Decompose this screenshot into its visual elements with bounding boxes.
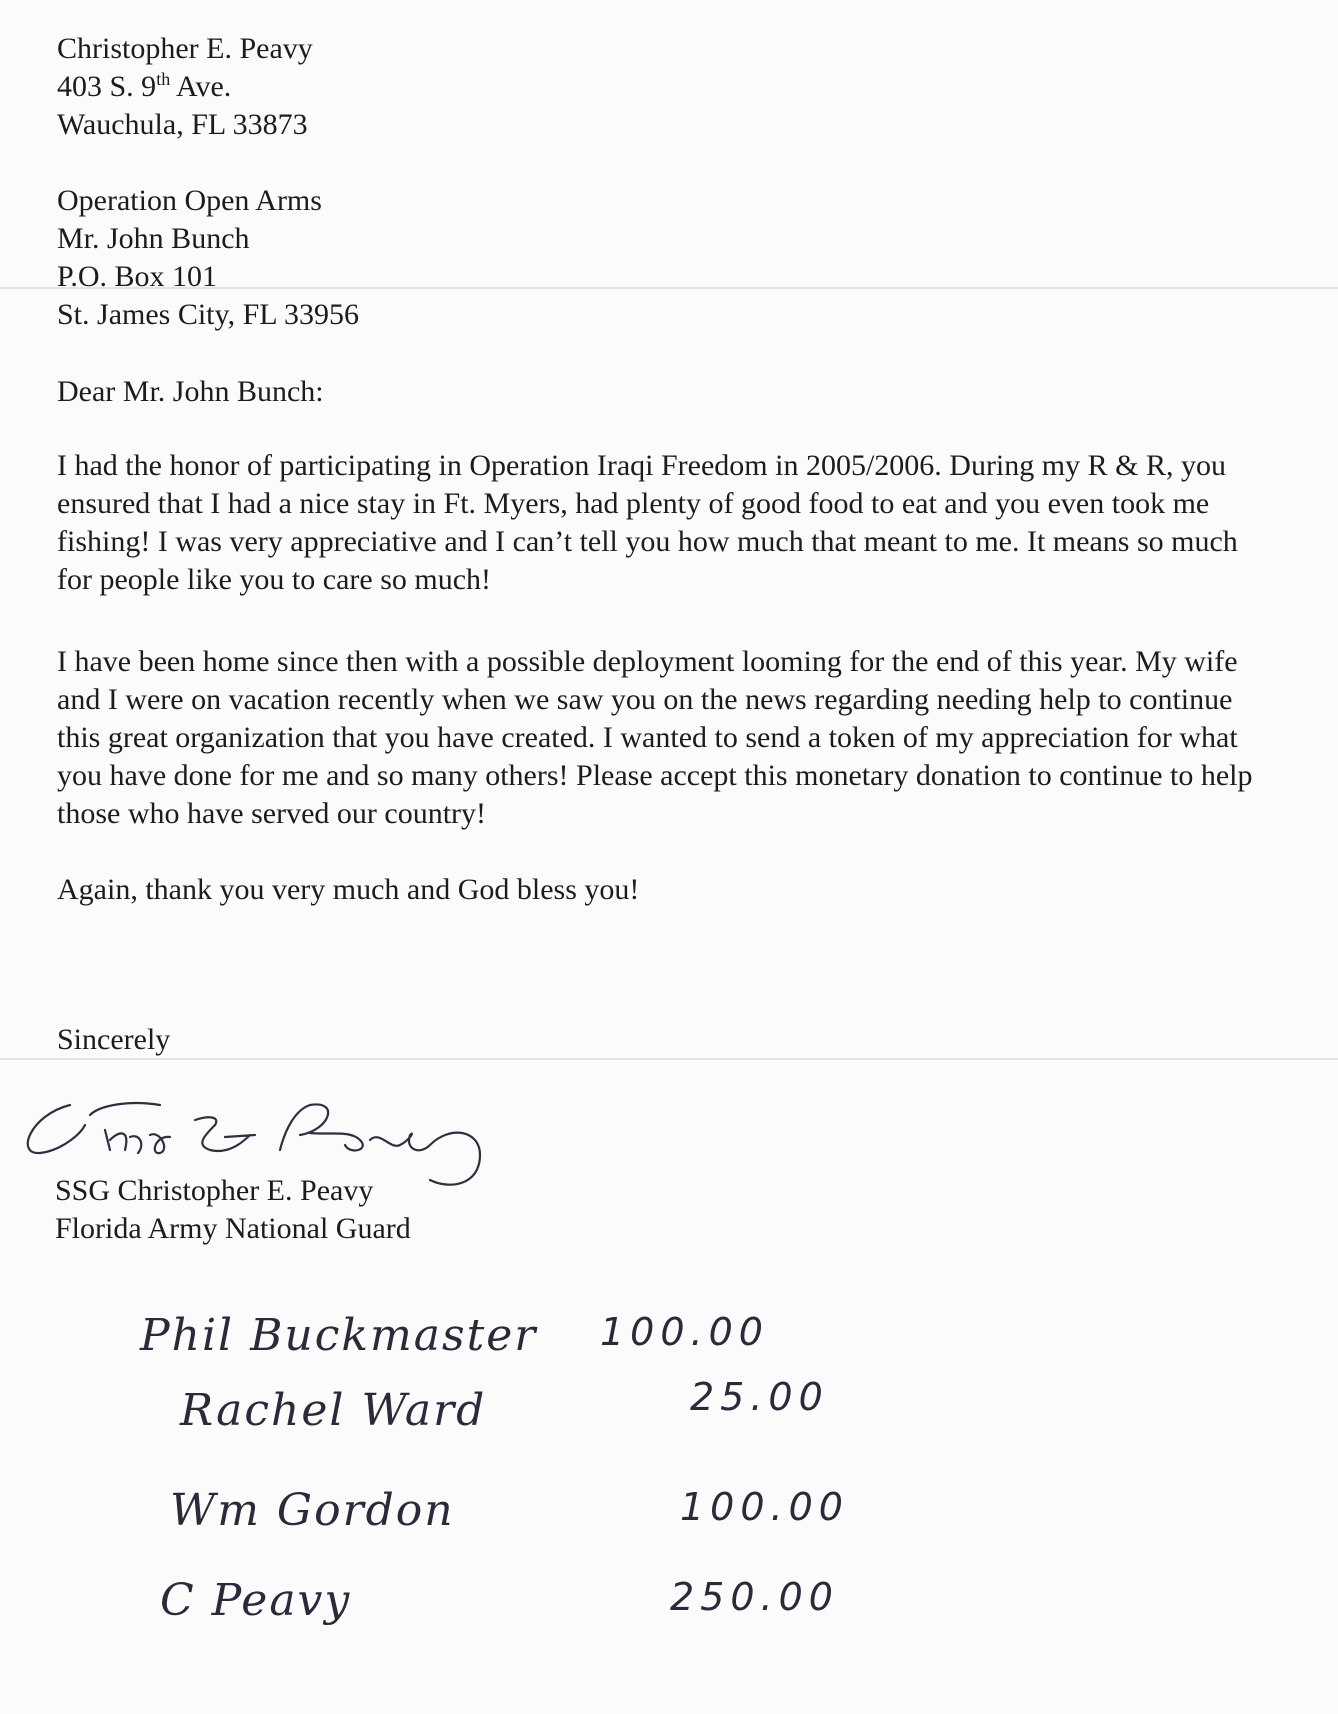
sender-name: Christopher E. Peavy — [57, 32, 313, 65]
body-paragraph: I have been home since then with a possible deployment looming for the end of this year. My wife and I were on vacation recently when we saw you on the news regarding needing help to continue this great organization that you have created. I wanted to send a token of my appreciation for what you have done for me and so many others! Please accept this monetary donation to continue to help those who have served our country! — [57, 645, 1253, 830]
recipient-name: Mr. John Bunch — [57, 222, 250, 255]
sender-city: Wauchula, FL 33873 — [57, 108, 308, 141]
donor-amount: 100.00 — [680, 1485, 849, 1529]
paper-fold-line — [0, 1058, 1338, 1060]
salutation: Dear Mr. John Bunch: — [57, 375, 324, 408]
signer-unit: Florida Army National Guard — [55, 1212, 411, 1245]
signature-block — [55, 1172, 411, 1248]
sender-street: 403 S. 9th Ave. — [57, 69, 232, 103]
donor-amount: 25.00 — [690, 1375, 829, 1419]
donor-name: C Peavy — [160, 1575, 352, 1626]
donor-name: Rachel Ward — [180, 1385, 487, 1436]
body-paragraph: I had the honor of participating in Operation Iraqi Freedom in 2005/2006. During my R & R, you ensured that I had a nice stay in Ft. Myers, had plenty of good food to eat and you even took me fishing! I was very appreciative and I can’t tell you how much that meant to me. It means so much for people like you to care so much! — [57, 449, 1238, 596]
recipient-city: St. James City, FL 33956 — [57, 298, 359, 331]
donor-name: Wm Gordon — [170, 1485, 455, 1536]
recipient-po-box: P.O. Box 101 — [57, 260, 218, 293]
donor-name: Phil Buckmaster — [140, 1310, 538, 1361]
donation-list — [120, 1310, 940, 1700]
recipient-org: Operation Open Arms — [57, 184, 322, 217]
signer-title: SSG Christopher E. Peavy — [55, 1174, 374, 1207]
sign-off: Sincerely — [57, 1023, 171, 1056]
sender-address — [57, 30, 313, 144]
donor-amount: 100.00 — [600, 1310, 769, 1354]
recipient-address — [57, 182, 359, 334]
closing-line: Again, thank you very much and God bless you! — [57, 873, 640, 906]
donor-amount: 250.00 — [670, 1575, 839, 1619]
